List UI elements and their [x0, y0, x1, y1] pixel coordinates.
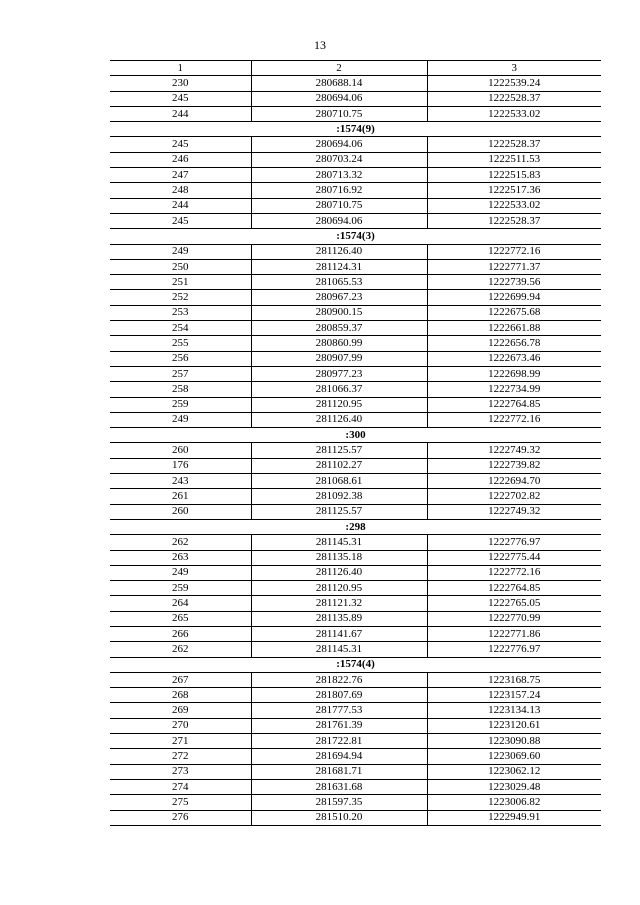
- table-row: [110, 749, 601, 764]
- x-coordinate-cell: 281141.67: [251, 626, 427, 641]
- y-coordinate-cell: 1222776.97: [427, 642, 601, 657]
- x-coordinate-cell: 281145.31: [251, 642, 427, 657]
- point-number-cell: 245: [110, 137, 251, 152]
- y-coordinate-cell: 1222764.85: [427, 581, 601, 596]
- table-row: [110, 810, 601, 825]
- section-header-row: [110, 122, 601, 137]
- x-coordinate-cell: 281102.27: [251, 458, 427, 473]
- y-coordinate-cell: 1223006.82: [427, 795, 601, 810]
- table-row: [110, 213, 601, 228]
- coordinates-table: [110, 60, 601, 826]
- table-row: [110, 565, 601, 580]
- x-coordinate-cell: 281145.31: [251, 535, 427, 550]
- point-number-cell: 259: [110, 581, 251, 596]
- point-number-cell: 243: [110, 474, 251, 489]
- table-row: [110, 443, 601, 458]
- table-row: [110, 550, 601, 565]
- table-row: [110, 275, 601, 290]
- y-coordinate-cell: 1222771.37: [427, 259, 601, 274]
- point-number-cell: 270: [110, 718, 251, 733]
- y-coordinate-cell: 1223062.12: [427, 764, 601, 779]
- table-row: [110, 305, 601, 320]
- table-row: [110, 259, 601, 274]
- x-coordinate-cell: 281125.57: [251, 443, 427, 458]
- point-number-cell: 272: [110, 749, 251, 764]
- y-coordinate-cell: 1222528.37: [427, 137, 601, 152]
- y-coordinate-cell: 1222734.99: [427, 382, 601, 397]
- x-coordinate-cell: 280694.06: [251, 137, 427, 152]
- point-number-cell: 252: [110, 290, 251, 305]
- x-coordinate-cell: 281125.57: [251, 504, 427, 519]
- x-coordinate-cell: 281120.95: [251, 397, 427, 412]
- y-coordinate-cell: 1222515.83: [427, 168, 601, 183]
- y-coordinate-cell: 1222533.02: [427, 106, 601, 121]
- y-coordinate-cell: 1222517.36: [427, 183, 601, 198]
- point-number-cell: 261: [110, 489, 251, 504]
- x-coordinate-cell: 280860.99: [251, 336, 427, 351]
- section-label: :1574(3): [110, 229, 601, 244]
- table-row: [110, 183, 601, 198]
- y-coordinate-cell: 1223029.48: [427, 779, 601, 794]
- point-number-cell: 248: [110, 183, 251, 198]
- x-coordinate-cell: 281068.61: [251, 474, 427, 489]
- point-number-cell: 176: [110, 458, 251, 473]
- point-number-cell: 244: [110, 106, 251, 121]
- x-coordinate-cell: 281121.32: [251, 596, 427, 611]
- y-coordinate-cell: 1222775.44: [427, 550, 601, 565]
- table-row: [110, 244, 601, 259]
- section-label: :298: [110, 519, 601, 534]
- point-number-cell: 264: [110, 596, 251, 611]
- y-coordinate-cell: 1222771.86: [427, 626, 601, 641]
- point-number-cell: 257: [110, 366, 251, 381]
- x-coordinate-cell: 281135.18: [251, 550, 427, 565]
- point-number-cell: 230: [110, 76, 251, 91]
- section-header-row: [110, 657, 601, 672]
- section-header-row: [110, 229, 601, 244]
- table-body: [110, 76, 601, 826]
- x-coordinate-cell: 281135.89: [251, 611, 427, 626]
- x-coordinate-cell: 281126.40: [251, 412, 427, 427]
- point-number-cell: 274: [110, 779, 251, 794]
- table-row: [110, 290, 601, 305]
- point-number-cell: 262: [110, 535, 251, 550]
- point-number-cell: 267: [110, 672, 251, 687]
- y-coordinate-cell: 1223157.24: [427, 688, 601, 703]
- table-row: [110, 596, 601, 611]
- table-row: [110, 504, 601, 519]
- table-row: [110, 366, 601, 381]
- x-coordinate-cell: 280716.92: [251, 183, 427, 198]
- table-row: [110, 718, 601, 733]
- table-row: [110, 734, 601, 749]
- x-coordinate-cell: 280694.06: [251, 91, 427, 106]
- x-coordinate-cell: 281761.39: [251, 718, 427, 733]
- y-coordinate-cell: 1222528.37: [427, 91, 601, 106]
- point-number-cell: 249: [110, 412, 251, 427]
- point-number-cell: 251: [110, 275, 251, 290]
- point-number-cell: 255: [110, 336, 251, 351]
- y-coordinate-cell: 1222673.46: [427, 351, 601, 366]
- x-coordinate-cell: 280713.32: [251, 168, 427, 183]
- point-number-cell: 276: [110, 810, 251, 825]
- table-row: [110, 672, 601, 687]
- point-number-cell: 260: [110, 504, 251, 519]
- y-coordinate-cell: 1222776.97: [427, 535, 601, 550]
- table-row: [110, 412, 601, 427]
- column-header-x-coordinate: 2: [251, 61, 427, 76]
- y-coordinate-cell: 1222949.91: [427, 810, 601, 825]
- y-coordinate-cell: 1222533.02: [427, 198, 601, 213]
- x-coordinate-cell: 280900.15: [251, 305, 427, 320]
- y-coordinate-cell: 1222528.37: [427, 213, 601, 228]
- point-number-cell: 249: [110, 244, 251, 259]
- x-coordinate-cell: 281777.53: [251, 703, 427, 718]
- x-coordinate-cell: 281124.31: [251, 259, 427, 274]
- table-row: [110, 474, 601, 489]
- y-coordinate-cell: 1223069.60: [427, 749, 601, 764]
- y-coordinate-cell: 1222739.56: [427, 275, 601, 290]
- y-coordinate-cell: 1222702.82: [427, 489, 601, 504]
- y-coordinate-cell: 1222661.88: [427, 321, 601, 336]
- y-coordinate-cell: 1222772.16: [427, 412, 601, 427]
- y-coordinate-cell: 1222772.16: [427, 565, 601, 580]
- y-coordinate-cell: 1222772.16: [427, 244, 601, 259]
- point-number-cell: 256: [110, 351, 251, 366]
- table-row: [110, 321, 601, 336]
- x-coordinate-cell: 281066.37: [251, 382, 427, 397]
- y-coordinate-cell: 1223134.13: [427, 703, 601, 718]
- table-row: [110, 779, 601, 794]
- table-row: [110, 703, 601, 718]
- section-header-row: [110, 428, 601, 443]
- x-coordinate-cell: 280710.75: [251, 106, 427, 121]
- x-coordinate-cell: 281126.40: [251, 244, 427, 259]
- point-number-cell: 258: [110, 382, 251, 397]
- x-coordinate-cell: 281631.68: [251, 779, 427, 794]
- point-number-cell: 275: [110, 795, 251, 810]
- point-number-cell: 245: [110, 91, 251, 106]
- table-row: [110, 458, 601, 473]
- point-number-cell: 244: [110, 198, 251, 213]
- y-coordinate-cell: 1223090.88: [427, 734, 601, 749]
- column-header-y-coordinate: 3: [427, 61, 601, 76]
- point-number-cell: 254: [110, 321, 251, 336]
- x-coordinate-cell: 281092.38: [251, 489, 427, 504]
- y-coordinate-cell: 1223168.75: [427, 672, 601, 687]
- table-row: [110, 611, 601, 626]
- x-coordinate-cell: 281120.95: [251, 581, 427, 596]
- y-coordinate-cell: 1222698.99: [427, 366, 601, 381]
- y-coordinate-cell: 1222511.53: [427, 152, 601, 167]
- section-label: :300: [110, 428, 601, 443]
- x-coordinate-cell: 280694.06: [251, 213, 427, 228]
- page-number: 13: [314, 38, 326, 52]
- x-coordinate-cell: 281722.81: [251, 734, 427, 749]
- point-number-cell: 249: [110, 565, 251, 580]
- table-row: [110, 795, 601, 810]
- y-coordinate-cell: 1222539.24: [427, 76, 601, 91]
- table-row: [110, 351, 601, 366]
- table-row: [110, 642, 601, 657]
- table-row: [110, 152, 601, 167]
- point-number-cell: 265: [110, 611, 251, 626]
- y-coordinate-cell: 1222749.32: [427, 443, 601, 458]
- y-coordinate-cell: 1222675.68: [427, 305, 601, 320]
- x-coordinate-cell: 281065.53: [251, 275, 427, 290]
- table-row: [110, 626, 601, 641]
- column-header-point-number: 1: [110, 61, 251, 76]
- point-number-cell: 250: [110, 259, 251, 274]
- point-number-cell: 247: [110, 168, 251, 183]
- table-row: [110, 581, 601, 596]
- table-row: [110, 91, 601, 106]
- x-coordinate-cell: 281822.76: [251, 672, 427, 687]
- x-coordinate-cell: 280907.99: [251, 351, 427, 366]
- table-row: [110, 764, 601, 779]
- section-header-row: [110, 519, 601, 534]
- table-row: [110, 137, 601, 152]
- table-row: [110, 106, 601, 121]
- y-coordinate-cell: 1222765.05: [427, 596, 601, 611]
- table-row: [110, 688, 601, 703]
- point-number-cell: 269: [110, 703, 251, 718]
- y-coordinate-cell: 1222764.85: [427, 397, 601, 412]
- x-coordinate-cell: 280967.23: [251, 290, 427, 305]
- x-coordinate-cell: 281510.20: [251, 810, 427, 825]
- x-coordinate-cell: 280710.75: [251, 198, 427, 213]
- point-number-cell: 268: [110, 688, 251, 703]
- point-number-cell: 245: [110, 213, 251, 228]
- section-label: :1574(9): [110, 122, 601, 137]
- x-coordinate-cell: 280688.14: [251, 76, 427, 91]
- point-number-cell: 253: [110, 305, 251, 320]
- table-header: [110, 61, 601, 76]
- point-number-cell: 262: [110, 642, 251, 657]
- y-coordinate-cell: 1222699.94: [427, 290, 601, 305]
- section-label: :1574(4): [110, 657, 601, 672]
- table-row: [110, 397, 601, 412]
- x-coordinate-cell: 280859.37: [251, 321, 427, 336]
- x-coordinate-cell: 281681.71: [251, 764, 427, 779]
- point-number-cell: 260: [110, 443, 251, 458]
- table-row: [110, 198, 601, 213]
- table-row: [110, 535, 601, 550]
- y-coordinate-cell: 1222739.82: [427, 458, 601, 473]
- table-row: [110, 382, 601, 397]
- point-number-cell: 263: [110, 550, 251, 565]
- y-coordinate-cell: 1223120.61: [427, 718, 601, 733]
- y-coordinate-cell: 1222749.32: [427, 504, 601, 519]
- point-number-cell: 246: [110, 152, 251, 167]
- x-coordinate-cell: 281597.35: [251, 795, 427, 810]
- table-row: [110, 168, 601, 183]
- y-coordinate-cell: 1222694.70: [427, 474, 601, 489]
- x-coordinate-cell: 280977.23: [251, 366, 427, 381]
- table-row: [110, 489, 601, 504]
- table-row: [110, 336, 601, 351]
- x-coordinate-cell: 280703.24: [251, 152, 427, 167]
- y-coordinate-cell: 1222770.99: [427, 611, 601, 626]
- point-number-cell: 259: [110, 397, 251, 412]
- point-number-cell: 271: [110, 734, 251, 749]
- x-coordinate-cell: 281694.94: [251, 749, 427, 764]
- x-coordinate-cell: 281126.40: [251, 565, 427, 580]
- x-coordinate-cell: 281807.69: [251, 688, 427, 703]
- table-row: [110, 76, 601, 91]
- y-coordinate-cell: 1222656.78: [427, 336, 601, 351]
- point-number-cell: 273: [110, 764, 251, 779]
- header-row: [110, 61, 601, 76]
- point-number-cell: 266: [110, 626, 251, 641]
